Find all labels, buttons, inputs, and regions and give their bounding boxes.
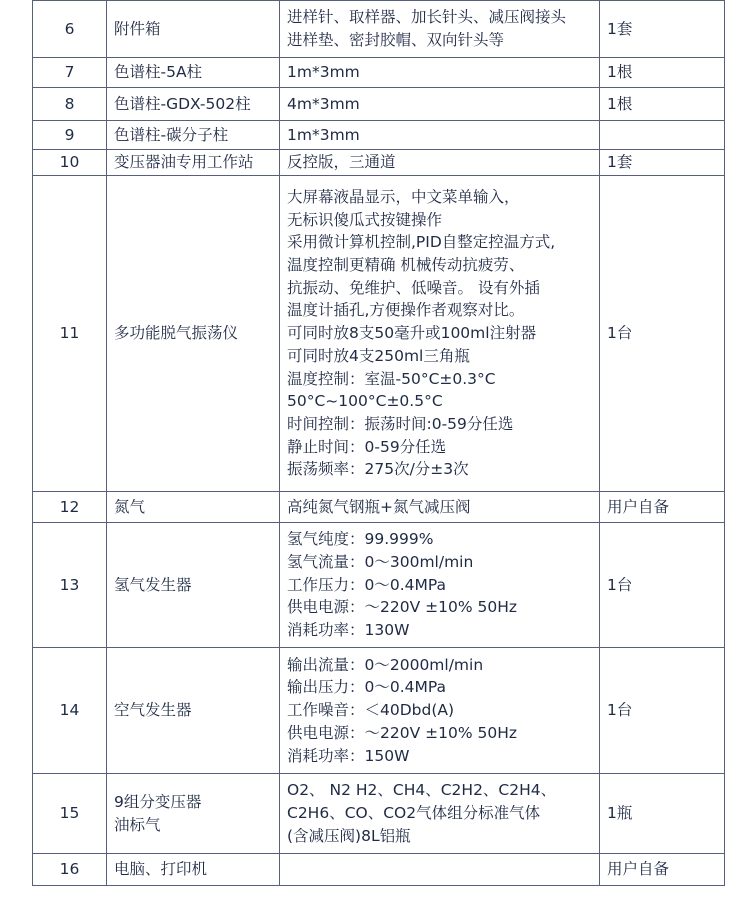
item-spec-cell <box>280 523 600 648</box>
cell-line: 油标气 <box>114 815 161 834</box>
item-number-cell: 12 <box>33 492 107 523</box>
item-spec-cell <box>280 88 600 121</box>
item-number-cell: 7 <box>33 58 107 88</box>
item-name-cell <box>107 176 280 492</box>
cell-line: 氮气 <box>114 497 146 516</box>
cell-line: 大屏幕液晶显示，中文菜单输入， <box>287 187 520 206</box>
cell-line: 可同时放4支250ml三角瓶 <box>287 346 470 365</box>
item-name-cell <box>107 774 280 854</box>
item-spec-cell <box>280 648 600 774</box>
cell-line: 1m*3mm <box>287 63 360 82</box>
cell-line: 工作噪音：＜40Dbd(A) <box>287 701 455 720</box>
cell-line: 9组分变压器 <box>114 792 202 811</box>
item-spec-cell <box>280 176 600 492</box>
item-spec-cell <box>280 58 600 88</box>
table-row <box>33 854 725 886</box>
cell-line: 工作压力：0～0.4MPa <box>287 575 447 594</box>
item-quantity-cell: 1瓶 <box>600 774 725 854</box>
item-name-cell <box>107 150 280 176</box>
cell-line: 供电电源：～220V ±10% 50Hz <box>287 723 517 742</box>
cell-line: 高纯氮气钢瓶+氮气减压阀 <box>287 497 471 516</box>
item-name-cell <box>107 492 280 523</box>
cell-line: 无标识傻瓜式按键操作 <box>287 210 443 229</box>
item-quantity-cell: 1台 <box>600 176 725 492</box>
cell-line: 氢气发生器 <box>114 575 192 594</box>
table-row <box>33 121 725 150</box>
item-quantity-cell <box>600 121 725 150</box>
table-row <box>33 176 725 492</box>
cell-line: 色谱柱-5A柱 <box>114 63 203 82</box>
item-quantity-cell: 用户自备 <box>600 854 725 886</box>
item-spec-cell <box>280 774 600 854</box>
item-quantity-cell: 用户自备 <box>600 492 725 523</box>
cell-line: 色谱柱-碳分子柱 <box>114 125 229 144</box>
cell-line: (含减压阀)8L铝瓶 <box>287 826 411 845</box>
cell-line: 采用微计算机控制,PID自整定控温方式, <box>287 233 556 252</box>
cell-line: 50°C~100°C±0.5°C <box>287 392 443 411</box>
cell-line: 供电电源：～220V ±10% 50Hz <box>287 598 517 617</box>
cell-line: 振荡频率：275次/分±3次 <box>287 460 469 479</box>
table-row <box>33 523 725 648</box>
item-spec-cell <box>280 121 600 150</box>
item-number-cell: 14 <box>33 648 107 774</box>
table-row <box>33 150 725 176</box>
item-number-cell: 9 <box>33 121 107 150</box>
cell-line: 可同时放8支50毫升或100ml注射器 <box>287 324 537 343</box>
item-number-cell: 11 <box>33 176 107 492</box>
item-number-cell: 13 <box>33 523 107 648</box>
table-row <box>33 1 725 58</box>
item-name-cell <box>107 121 280 150</box>
item-quantity-cell: 1台 <box>600 648 725 774</box>
item-number-cell: 16 <box>33 854 107 886</box>
cell-line: 4m*3mm <box>287 94 360 113</box>
item-spec-cell <box>280 854 600 886</box>
cell-line: 消耗功率：130W <box>287 621 410 640</box>
cell-line: 氢气纯度：99.999% <box>287 530 434 549</box>
cell-line: 空气发生器 <box>114 701 192 720</box>
item-quantity-cell: 1套 <box>600 1 725 58</box>
cell-line: 输出流量：0～2000ml/min <box>287 655 484 674</box>
equipment-spec-table <box>32 0 725 886</box>
item-quantity-cell: 1台 <box>600 523 725 648</box>
table-row <box>33 88 725 121</box>
table-body <box>33 1 725 886</box>
cell-line: C2H6、CO、CO2气体组分标准气体 <box>287 804 541 823</box>
cell-line: O2、 N2 H2、CH4、C2H2、C2H4、 <box>287 781 557 800</box>
item-number-cell: 15 <box>33 774 107 854</box>
cell-line: 反控版，三通道 <box>287 153 396 172</box>
table-row <box>33 492 725 523</box>
cell-line: 电脑、打印机 <box>114 860 208 879</box>
cell-line: 进样垫、密封胶帽、双向针头等 <box>287 31 505 49</box>
cell-line: 色谱柱-GDX-502柱 <box>114 94 251 113</box>
item-name-cell <box>107 854 280 886</box>
cell-line: 附件箱 <box>114 19 161 38</box>
table-row <box>33 648 725 774</box>
item-spec-cell <box>280 1 600 58</box>
item-name-cell <box>107 88 280 121</box>
item-name-cell <box>107 1 280 58</box>
item-number-cell: 10 <box>33 150 107 176</box>
cell-line: 抗振动、免维护、低噪音。 设有外插 <box>287 278 540 297</box>
item-number-cell: 6 <box>33 1 107 58</box>
cell-line: 氢气流量：0～300ml/min <box>287 552 474 571</box>
item-spec-cell <box>280 150 600 176</box>
cell-line: 温度控制：室温-50°C±0.3°C <box>287 369 496 388</box>
cell-line: 多功能脱气振荡仪 <box>114 324 239 343</box>
item-spec-cell <box>280 492 600 523</box>
item-quantity-cell: 1根 <box>600 88 725 121</box>
cell-line: 进样针、取样器、加长针头、减压阀接头 <box>287 8 567 27</box>
cell-line: 温度控制更精确 机械传动抗疲劳、 <box>287 256 525 275</box>
table-row <box>33 774 725 854</box>
item-name-cell <box>107 58 280 88</box>
item-number-cell: 8 <box>33 88 107 121</box>
cell-line: 消耗功率：150W <box>287 746 410 765</box>
cell-line: 静止时间：0-59分任选 <box>287 437 447 456</box>
item-quantity-cell: 1根 <box>600 58 725 88</box>
item-quantity-cell: 1套 <box>600 150 725 176</box>
cell-line: 1m*3mm <box>287 125 360 144</box>
table-row <box>33 58 725 88</box>
item-name-cell <box>107 523 280 648</box>
item-name-cell <box>107 648 280 774</box>
cell-line: 温度计插孔,方便操作者观察对比。 <box>287 301 525 320</box>
cell-line: 输出压力：0～0.4MPa <box>287 678 447 697</box>
cell-line: 变压器油专用工作站 <box>114 153 254 172</box>
cell-line: 时间控制：振荡时间:0-59分任选 <box>287 414 514 433</box>
